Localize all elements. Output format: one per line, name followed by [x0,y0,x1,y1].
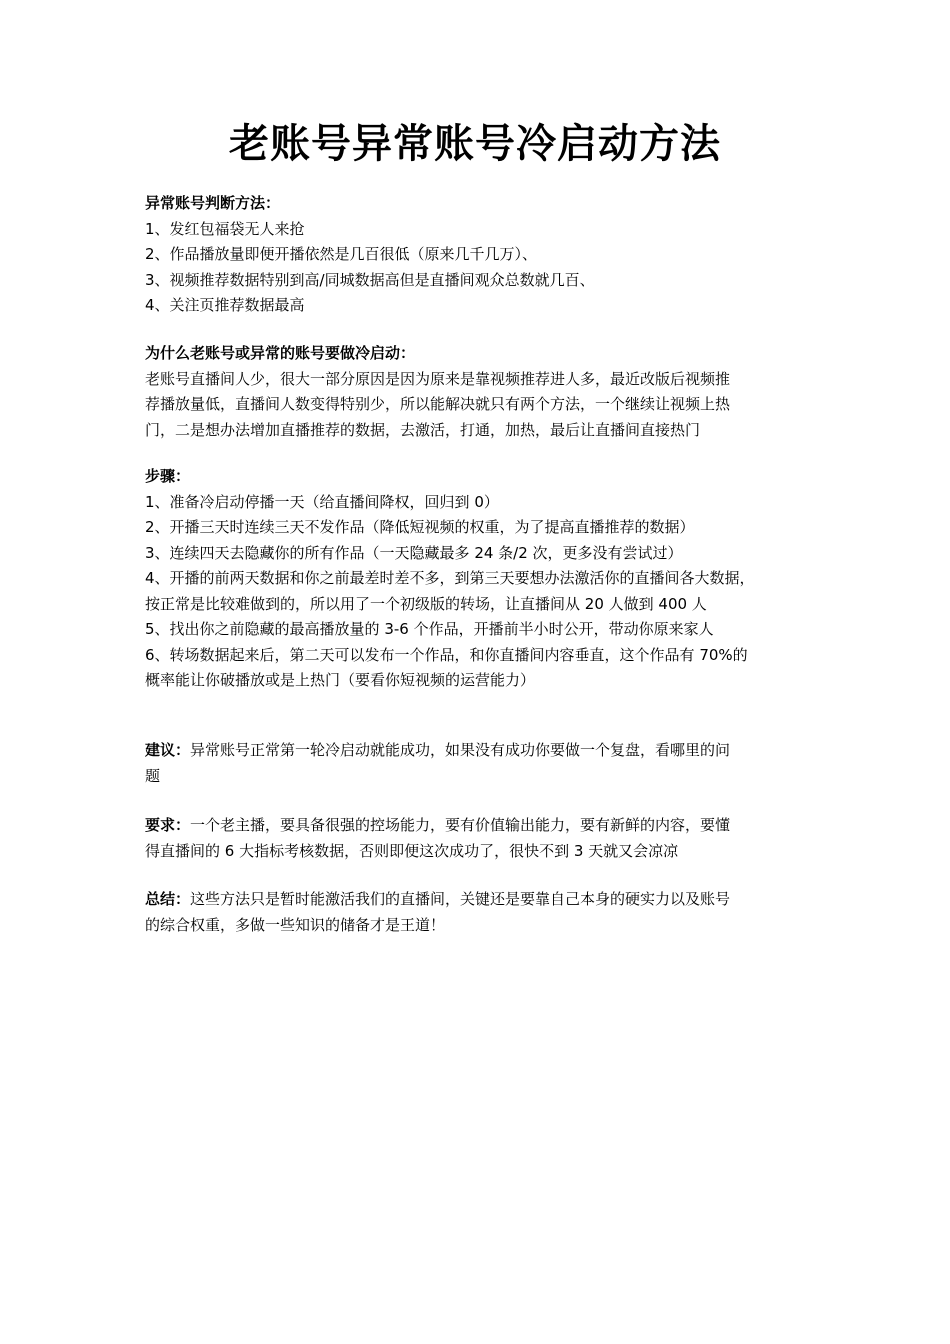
step-line: 概率能让你破播放或是上热门（要看你短视频的运营能力） [145,671,536,689]
step-line: 1、准备冷启动停播一天（给直播间降权，回归到 0） [145,492,499,511]
step-line: 2、开播三天时连续三天不发作品（降低短视频的权重，为了提高直播推荐的数据） [145,518,695,536]
paragraph-line: 门，二是想办法增加直播推荐的数据，去激活，打通，加热，最后让直播间直接热门 [145,420,701,439]
section-heading: 步骤： [145,467,191,485]
step-line: 3、连续四天去隐藏你的所有作品（一天隐藏最多 24 条/2 次，更多没有尝试过） [145,543,683,562]
requirement-text-cont: 得直播间的 6 大指标考核数据，否则即便这次成功了，很快不到 3 天就又会凉凉 [145,841,679,860]
suggestion-label: 建议： [145,741,191,759]
list-item: 3、视频推荐数据特别到高/同城数据高但是直播间观众总数就几百、 [145,270,595,289]
summary-text-cont: 的综合权重，多做一些知识的储备才是王道！ [145,915,446,934]
list-item: 2、作品播放量即便开播依然是几百很低（原来几千几万）、 [145,245,538,263]
list-item: 1、发红包福袋无人来抢 [145,219,305,238]
section-requirement [145,813,825,864]
section-summary [145,887,825,938]
summary-label: 总结： [145,890,191,908]
section-steps [145,464,825,694]
summary-text: 这些方法只是暂时能激活我们的直播间，关键还是要靠自己本身的硬实力以及账号 [190,890,731,908]
suggestion-text-cont: 题 [145,766,161,785]
section-heading: 为什么老账号或异常的账号要做冷启动： [145,344,416,362]
step-line: 按正常是比较难做到的，所以用了一个初级版的转场，让直播间从 20 人做到 400 人 [145,594,707,613]
suggestion-text: 异常账号正常第一轮冷启动就能成功，如果没有成功你要做一个复盘，看哪里的问 [190,741,731,759]
step-line: 6、转场数据起来后，第二天可以发布一个作品，和你直播间内容垂直，这个作品有 70%的 [145,645,748,664]
paragraph-line: 老账号直播间人少，很大一部分原因是因为原来是靠视频推荐进人多，最近改版后视频推 [145,369,731,388]
paragraph-line: 荐播放量低，直播间人数变得特别少，所以能解决就只有两个方法，一个继续让视频上热 [145,395,731,413]
document-title: 老账号异常账号冷启动方法 [229,121,721,167]
requirement-label: 要求： [145,816,191,834]
requirement-text: 一个老主播，要具备很强的控场能力，要有价值输出能力，要有新鲜的内容，要懂 [190,816,731,834]
section-why-cold-start [145,341,825,443]
section-heading: 异常账号判断方法： [145,194,281,212]
section-suggestion [145,738,825,789]
step-line: 4、开播的前两天数据和你之前最差时差不多，到第三天要想办法激活你的直播间各大数据， [145,569,755,587]
list-item: 4、关注页推荐数据最高 [145,296,305,314]
section-abnormal-judgement [145,191,825,319]
step-line: 5、找出你之前隐藏的最高播放量的 3-6 个作品，开播前半小时公开，带动你原来家人 [145,620,714,638]
